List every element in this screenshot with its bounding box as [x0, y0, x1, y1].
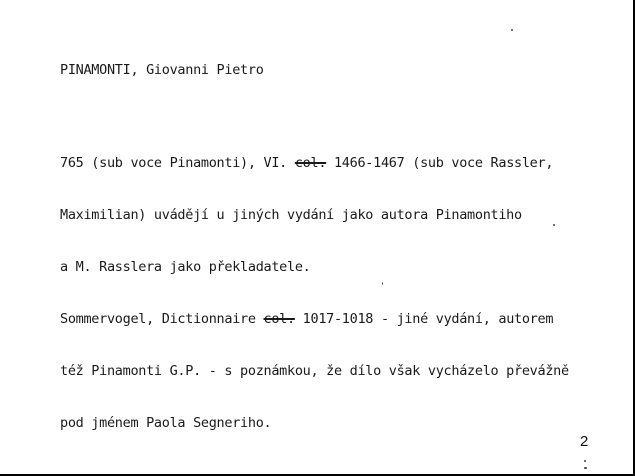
dust-speck: [584, 467, 587, 469]
body-line-2: [60, 205, 569, 225]
body-line-6: [60, 413, 569, 433]
card-heading: PINAMONTI, Giovanni Pietro: [60, 62, 264, 78]
card-body: [60, 121, 569, 465]
body-line-3-text: a M. Rasslera jako překladatele.: [60, 259, 311, 275]
struck-abbreviation: col.: [294, 155, 327, 171]
body-line-6-text: pod jménem Paola Segneriho.: [60, 415, 272, 431]
body-line-5-text: též Pinamonti G.P. - s poznámkou, že dílo však vycházelo převážně: [60, 363, 569, 379]
body-line-1-start: 765 (sub voce Pinamonti), VI.: [60, 155, 295, 171]
body-line-4-end: 1017-1018 - jiné vydání, autorem: [294, 311, 554, 327]
body-line-1: [60, 153, 569, 173]
dust-speck: [584, 460, 586, 462]
dust-speck: [511, 29, 513, 31]
body-line-5: [60, 361, 569, 381]
body-line-1-end: 1466-1467 (sub voce Rassler,: [326, 155, 554, 171]
page-number: 2: [580, 433, 589, 450]
dust-speck: [382, 282, 383, 285]
body-line-2-text: Maximilian) uvádějí u jiných vydání jako autora Pinamontiho: [60, 207, 522, 223]
struck-abbreviation: col.: [263, 311, 295, 327]
dust-speck: [553, 224, 555, 226]
body-line-4: [60, 309, 569, 329]
body-line-4-start: Sommervogel, Dictionnaire: [60, 311, 264, 327]
body-line-3: [60, 257, 569, 277]
